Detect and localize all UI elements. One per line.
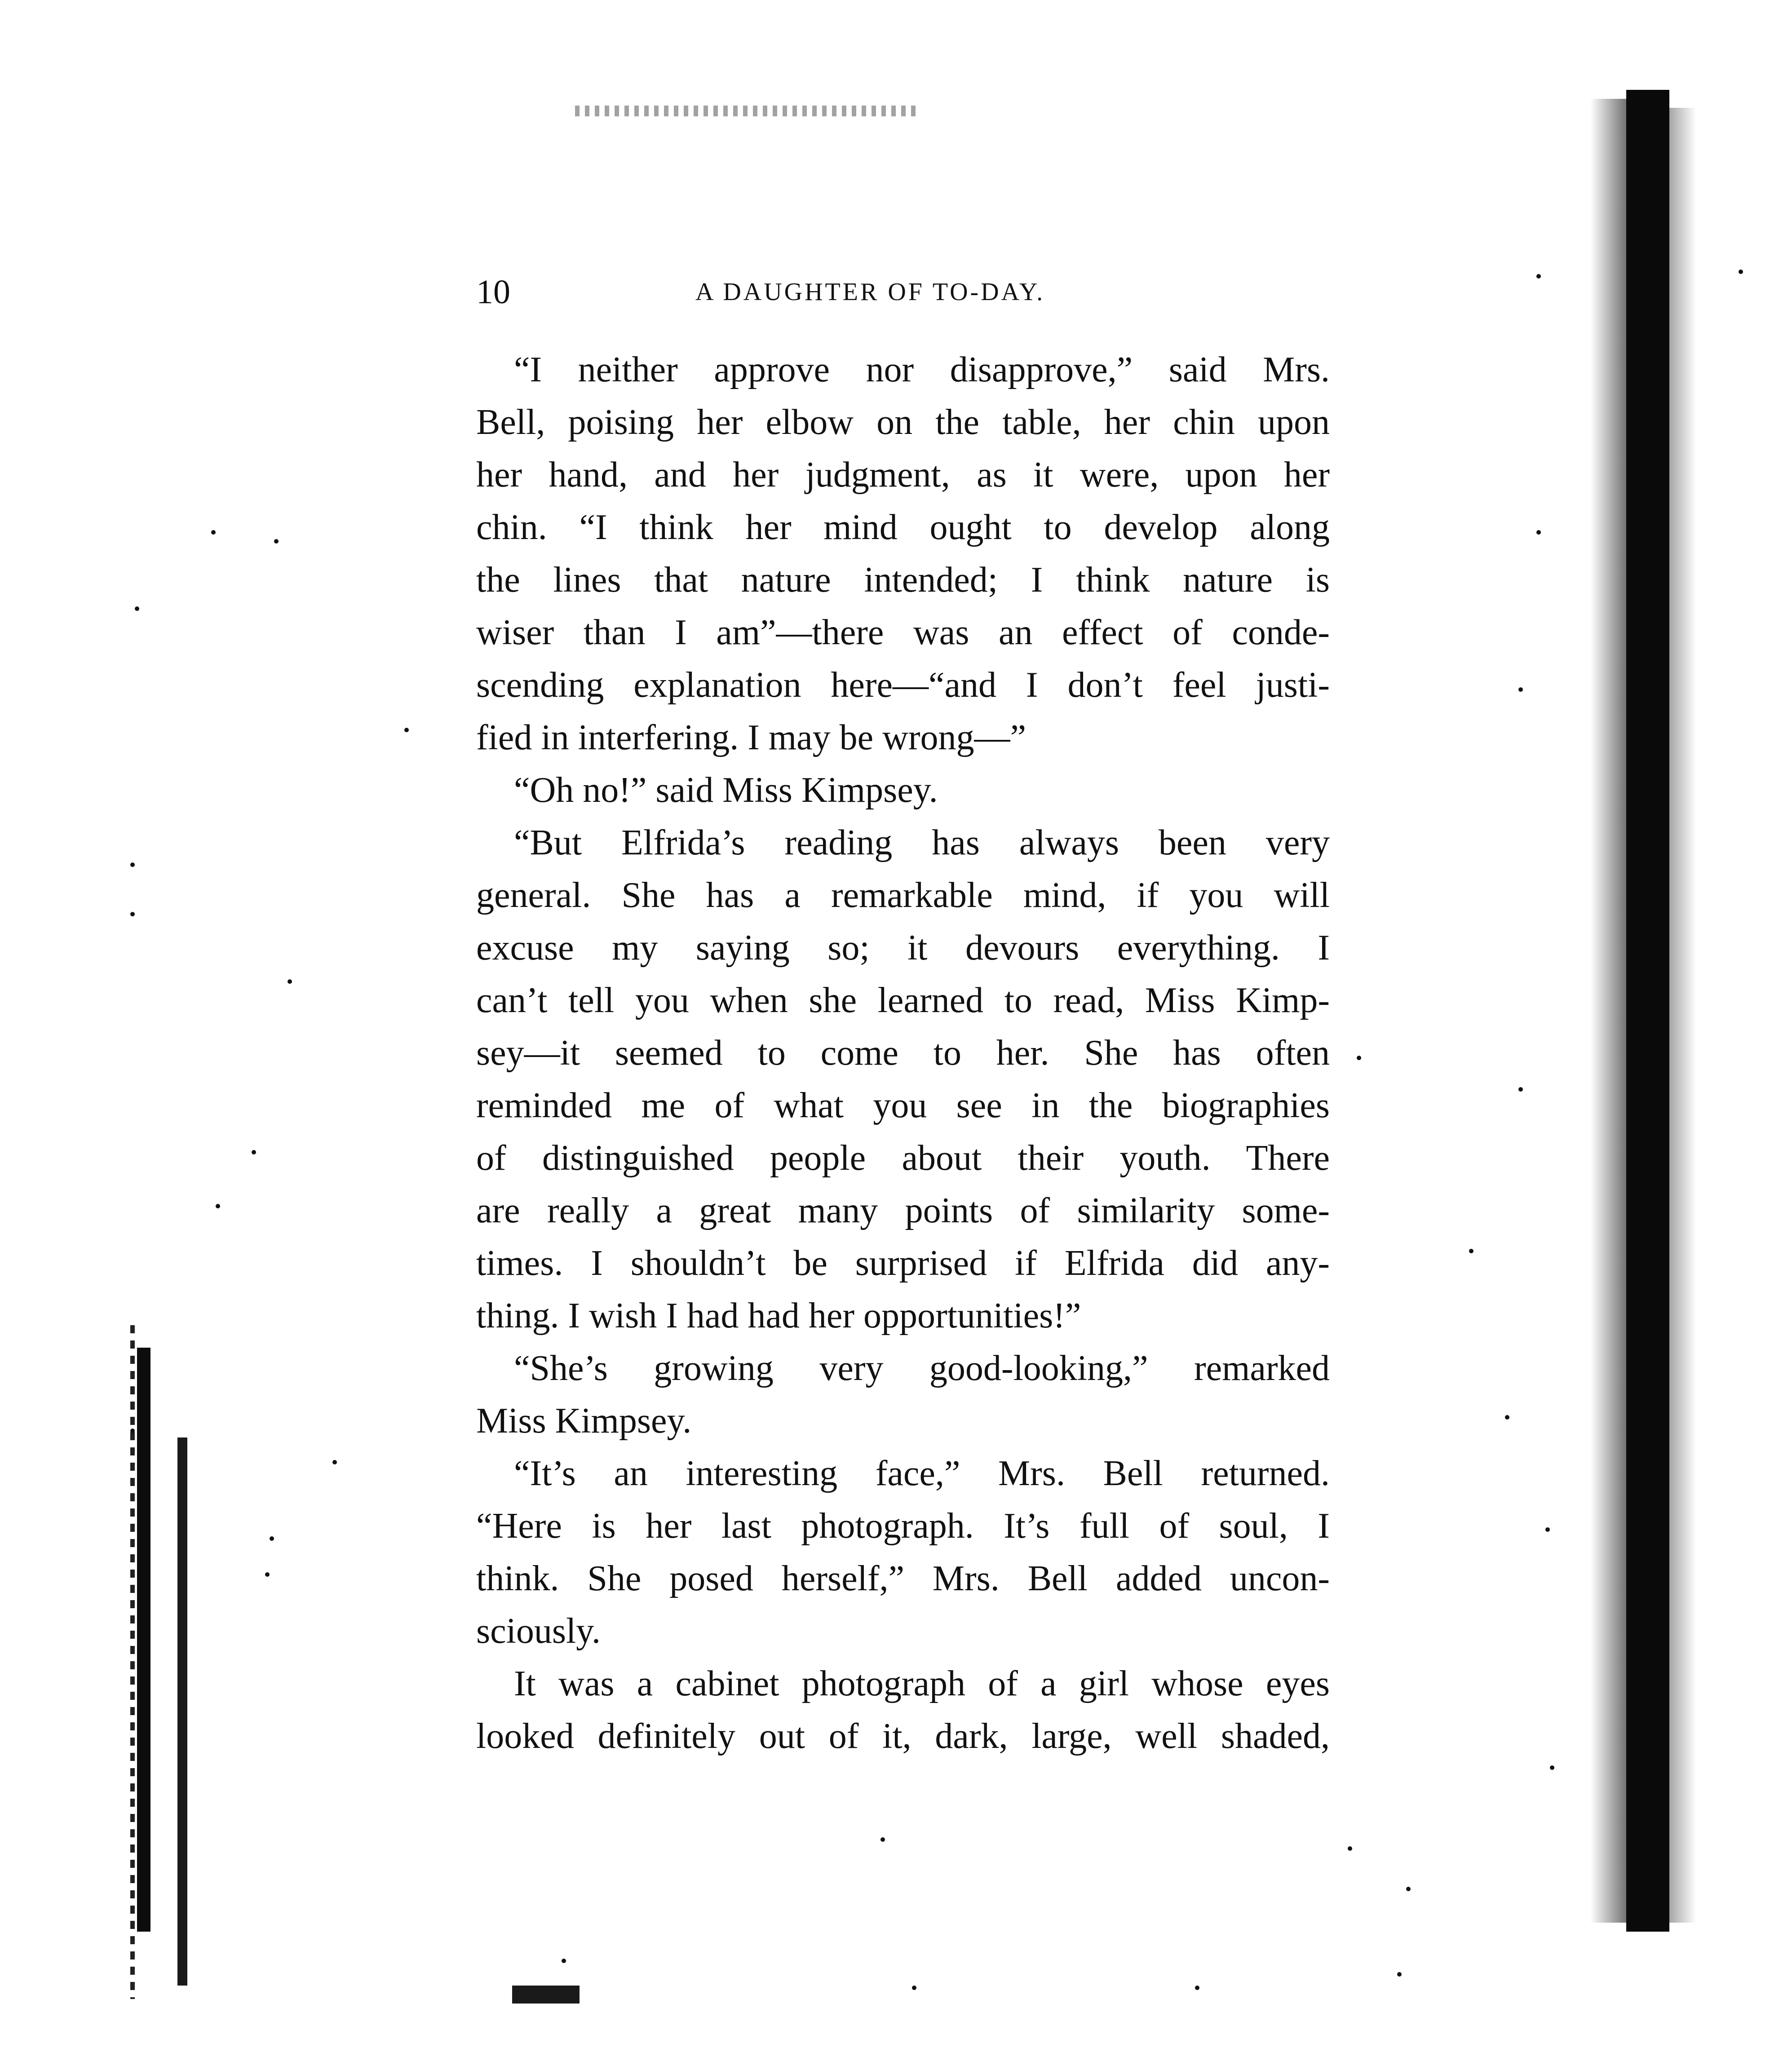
scan-speck: [912, 1986, 916, 1990]
text-line: looked definitely out of it, dark, large, well shaded,: [476, 1716, 1330, 1756]
scan-speck: [270, 1536, 274, 1541]
text-line: are really a great many points of similarity some-: [476, 1191, 1330, 1230]
text-line: “But Elfrida’s reading has always been very: [514, 823, 1330, 862]
text-line: fied in interfering. I may be wrong—”: [476, 718, 1027, 757]
scan-speck: [1518, 1087, 1523, 1092]
scan-noise-left-bar: [137, 1348, 150, 1932]
scan-speck: [135, 606, 139, 611]
text-line: wiser than I am”—there was an effect of conde-: [476, 613, 1330, 652]
text-line: general. She has a remarkable mind, if you will: [476, 876, 1330, 915]
text-line: sciously.: [476, 1611, 601, 1651]
scan-speck: [1348, 1846, 1352, 1851]
scan-speck: [1406, 1887, 1411, 1891]
scan-speck: [252, 1150, 256, 1154]
text-line: of distinguished people about their youth. There: [476, 1138, 1330, 1178]
text-line: “Here is her last photograph. It’s full of soul, I: [476, 1506, 1330, 1546]
scan-noise-left-gutter: [130, 1325, 135, 1999]
scan-speck: [1550, 1765, 1554, 1770]
text-line: “It’s an interesting face,” Mrs. Bell returned.: [514, 1454, 1330, 1493]
page-header: [476, 270, 1330, 314]
scan-speck: [1469, 1249, 1473, 1253]
scan-speck: [1357, 1056, 1361, 1060]
text-line: “She’s growing very good-looking,” remarked: [514, 1349, 1330, 1388]
text-line: her hand, and her judgment, as it were, upon her: [476, 455, 1330, 495]
scan-speck: [130, 1429, 135, 1433]
scan-speck: [562, 1959, 566, 1963]
text-line: the lines that nature intended; I think nature is: [476, 560, 1330, 600]
text-line: chin. “I think her mind ought to develop along: [476, 508, 1330, 547]
text-line: scending explanation here—“and I don’t feel justi-: [476, 665, 1330, 705]
scan-speck: [1739, 270, 1743, 274]
text-line: can’t tell you when she learned to read, Miss Kimp-: [476, 981, 1330, 1020]
binding-strip: [1626, 90, 1669, 1932]
binding-shadow: [1590, 99, 1626, 1923]
scan-speck: [130, 912, 135, 916]
scan-speck: [1505, 1415, 1509, 1420]
scan-speck: [1397, 1972, 1402, 1977]
scan-speck: [216, 1204, 220, 1208]
text-line: times. I shouldn’t be surprised if Elfrida did any-: [476, 1243, 1330, 1283]
text-line: Bell, poising her elbow on the table, her chin upon: [476, 402, 1330, 442]
scan-speck: [130, 862, 135, 867]
scan-speck: [404, 728, 409, 732]
text-line: “Oh no!” said Miss Kimpsey.: [514, 770, 938, 810]
scan-noise-left-bar-2: [177, 1438, 187, 1986]
scan-noise-top: [575, 106, 916, 116]
text-line: think. She posed herself,” Mrs. Bell added uncon-: [476, 1559, 1330, 1598]
scan-speck: [1536, 530, 1541, 535]
page-number: 10: [476, 273, 510, 311]
scan-speck: [274, 539, 279, 544]
scan-speck: [332, 1460, 337, 1464]
scan-speck: [1536, 274, 1541, 279]
scan-speck: [1545, 1527, 1550, 1532]
text-line: excuse my saying so; it devours everything. I: [476, 928, 1330, 968]
text-line: thing. I wish I had had her opportunities!”: [476, 1296, 1081, 1336]
body-text: [476, 344, 1330, 1763]
scan-speck: [1195, 1986, 1199, 1990]
scan-smudge-bottom: [512, 1986, 580, 2004]
scan-speck: [881, 1837, 885, 1842]
text-line: Miss Kimpsey.: [476, 1401, 692, 1441]
text-line: sey—it seemed to come to her. She has often: [476, 1033, 1330, 1073]
running-head: A DAUGHTER OF TO-DAY.: [695, 278, 1045, 306]
text-line: “I neither approve nor disapprove,” said Mrs.: [514, 350, 1330, 389]
scan-speck: [265, 1572, 270, 1577]
text-line: It was a cabinet photograph of a girl whose eyes: [514, 1664, 1330, 1703]
scan-speck: [288, 979, 292, 984]
scan-speck: [1518, 687, 1523, 692]
text-line: reminded me of what you see in the biographies: [476, 1086, 1330, 1125]
binding-edge: [1669, 108, 1696, 1923]
scan-speck: [211, 530, 216, 535]
